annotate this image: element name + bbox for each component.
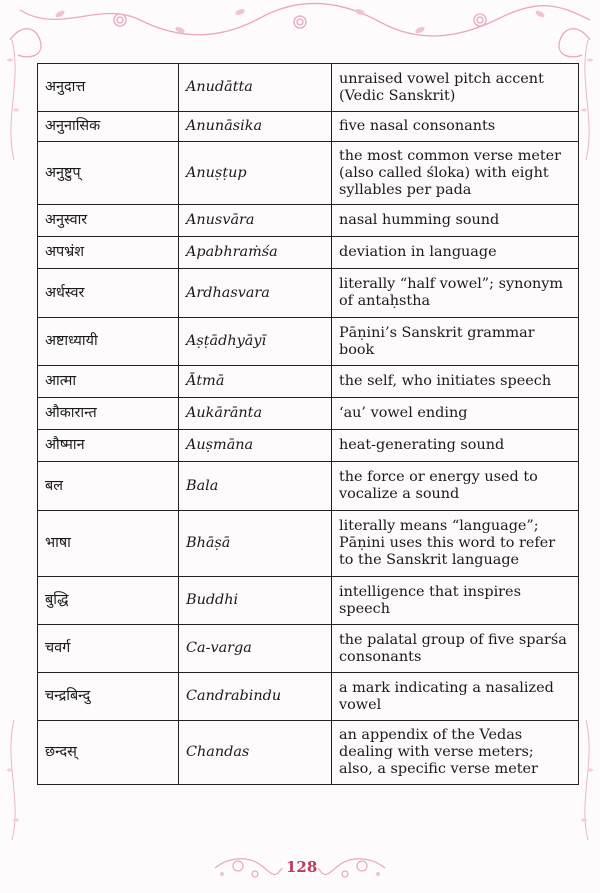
table-row — [38, 64, 579, 112]
table-row — [38, 237, 579, 269]
definition: literally means “language”; Pāṇini uses this word to refer to the Sanskrit language — [332, 511, 579, 577]
table-row — [38, 430, 579, 462]
table-row — [38, 721, 579, 785]
definition: the self, who initiates speech — [332, 366, 579, 398]
transliteration: Aṣṭādhyāyī — [179, 318, 332, 366]
definition: heat-generating sound — [332, 430, 579, 462]
glossary-table — [37, 63, 579, 785]
table-row — [38, 142, 579, 205]
transliteration: Anunāsika — [179, 112, 332, 142]
definition: five nasal consonants — [332, 112, 579, 142]
definition: nasal humming sound — [332, 205, 579, 237]
definition: an appendix of the Vedas dealing with verse meters; also, a specific verse meter — [332, 721, 579, 785]
devanagari-term: अनुदात्त — [38, 64, 179, 112]
definition: ‘au’ vowel ending — [332, 398, 579, 430]
transliteration: Anuṣṭup — [179, 142, 332, 205]
transliteration: Ca-varga — [179, 625, 332, 673]
transliteration: Apabhraṁśa — [179, 237, 332, 269]
devanagari-term: चवर्ग — [38, 625, 179, 673]
devanagari-term: अनुस्वार — [38, 205, 179, 237]
definition: intelligence that inspires speech — [332, 577, 579, 625]
definition: the most common verse meter (also called śloka) with eight syllables per pada — [332, 142, 579, 205]
definition: unraised vowel pitch accent (Vedic Sanskrit) — [332, 64, 579, 112]
definition: Pāṇini’s Sanskrit grammar book — [332, 318, 579, 366]
transliteration: Buddhi — [179, 577, 332, 625]
definition: deviation in language — [332, 237, 579, 269]
page-number: 128 — [286, 858, 318, 876]
table-row — [38, 205, 579, 237]
definition: the palatal group of five sparśa consonants — [332, 625, 579, 673]
devanagari-term: आत्मा — [38, 366, 179, 398]
table-row — [38, 269, 579, 318]
transliteration: Candrabindu — [179, 673, 332, 721]
table-row — [38, 366, 579, 398]
table-row — [38, 625, 579, 673]
transliteration: Bala — [179, 462, 332, 511]
table-row — [38, 398, 579, 430]
left-floral-border — [0, 20, 30, 860]
transliteration: Ātmā — [179, 366, 332, 398]
table-row — [38, 511, 579, 577]
definition: a mark indicating a nasalized vowel — [332, 673, 579, 721]
devanagari-term: अर्धस्वर — [38, 269, 179, 318]
transliteration: Anudātta — [179, 64, 332, 112]
transliteration: Aukārānta — [179, 398, 332, 430]
table-row — [38, 577, 579, 625]
table-row — [38, 112, 579, 142]
devanagari-term: अष्टाध्यायी — [38, 318, 179, 366]
transliteration: Ardhasvara — [179, 269, 332, 318]
devanagari-term: अनुष्टुप् — [38, 142, 179, 205]
table-row — [38, 462, 579, 511]
transliteration: Bhāṣā — [179, 511, 332, 577]
definition: the force or energy used to vocalize a sound — [332, 462, 579, 511]
table-row — [38, 673, 579, 721]
transliteration: Anusvāra — [179, 205, 332, 237]
devanagari-term: बुद्धि — [38, 577, 179, 625]
devanagari-term: अपभ्रंश — [38, 237, 179, 269]
devanagari-term: चन्द्रबिन्दु — [38, 673, 179, 721]
devanagari-term: औष्मान — [38, 430, 179, 462]
devanagari-term: बल — [38, 462, 179, 511]
transliteration: Auṣmāna — [179, 430, 332, 462]
devanagari-term: अनुनासिक — [38, 112, 179, 142]
top-floral-border — [0, 0, 600, 70]
definition: literally “half vowel”; synonym of antaḥstha — [332, 269, 579, 318]
devanagari-term: भाषा — [38, 511, 179, 577]
transliteration: Chandas — [179, 721, 332, 785]
devanagari-term: छन्दस् — [38, 721, 179, 785]
devanagari-term: औकारान्त — [38, 398, 179, 430]
table-row — [38, 318, 579, 366]
